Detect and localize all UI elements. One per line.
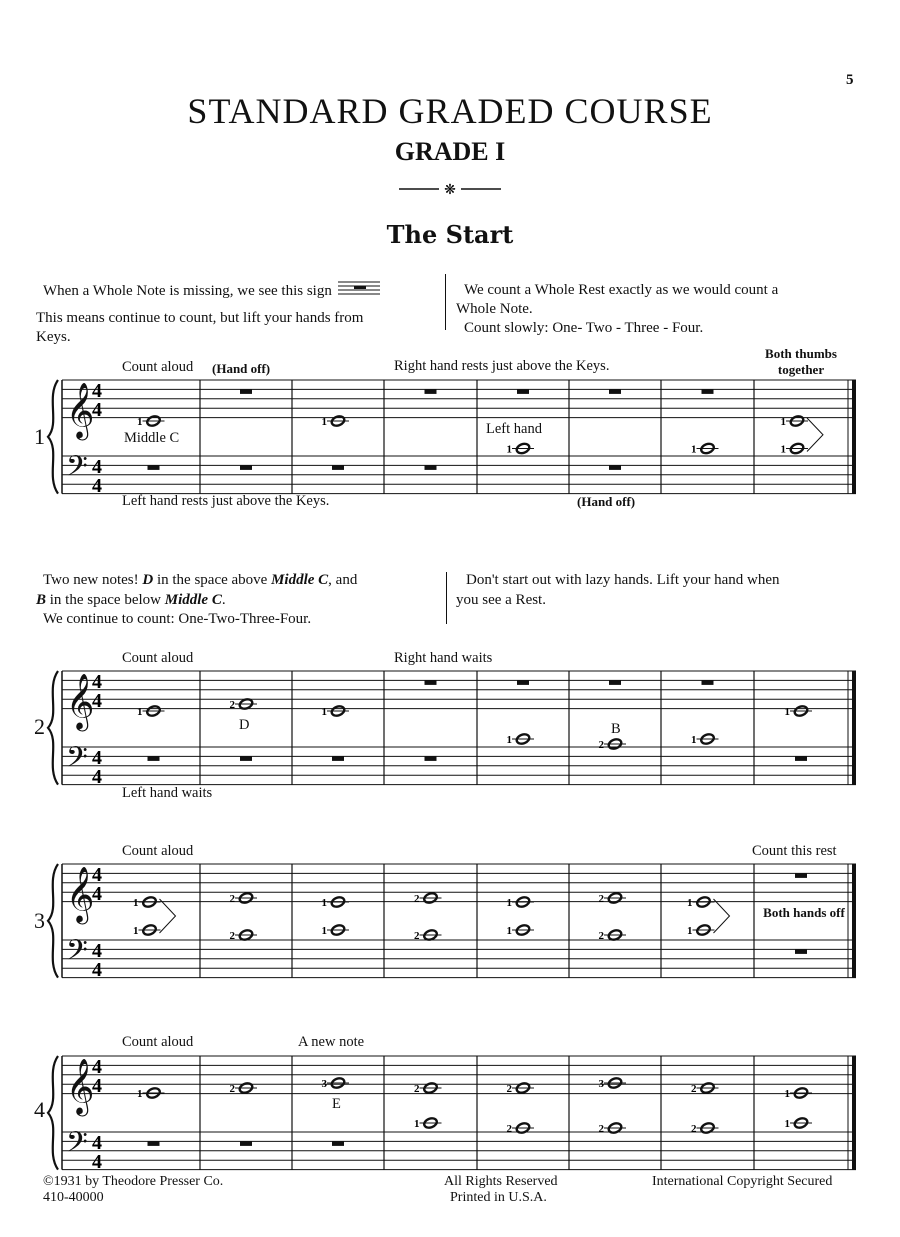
whole-rest-icon (332, 1141, 344, 1146)
time-signature-bottom-treble: 4 (92, 399, 102, 421)
finger-number: 1 (137, 1088, 143, 1100)
s1-count-aloud: Count aloud (122, 359, 194, 375)
system-number-2: 2 (34, 714, 45, 739)
finger-number: 2 (598, 739, 604, 751)
finger-number: 2 (414, 893, 420, 905)
time-signature-bottom-treble: 4 (92, 1075, 102, 1097)
asterisk-ornament-icon: ❋ (444, 183, 456, 198)
time-signature-top-bass: 4 (92, 1132, 102, 1154)
brace-icon (48, 1056, 58, 1170)
time-signature-bottom-bass: 4 (92, 959, 102, 981)
finger-number: 3 (321, 1078, 327, 1090)
finger-number: 2 (598, 1123, 604, 1135)
intro2-right-line2: you see a Rest. (456, 592, 546, 608)
finger-number: 1 (780, 416, 786, 428)
s1-left-hand: Left hand (486, 421, 542, 437)
system-number-4: 4 (34, 1097, 45, 1122)
intro-left-line3: Keys. (36, 329, 71, 345)
intro-right-line3: Count slowly: One- Two - Three - Four. (464, 320, 704, 336)
finger-number: 1 (506, 443, 512, 456)
finger-number: 2 (691, 1123, 697, 1135)
intro2-note-b: B (36, 592, 47, 608)
bass-clef-icon: 𝄢 (66, 1128, 88, 1165)
finger-number: 2 (229, 699, 235, 711)
s1-middle-c: Middle C (124, 430, 180, 446)
finger-number: 1 (321, 925, 327, 937)
finger-number: 2 (229, 1083, 235, 1095)
s1-lh-rests: Left hand rests just above the Keys. (122, 493, 330, 509)
intro2-text-e: . (221, 592, 226, 608)
bass-clef-icon: 𝄢 (66, 743, 88, 780)
intro2-text-c: , and (328, 572, 358, 588)
time-signature-top-treble: 4 (92, 671, 102, 693)
whole-rest-icon (240, 1141, 252, 1146)
s3-both-hands-off: Both hands off (763, 905, 845, 920)
finger-number: 1 (784, 1118, 790, 1130)
intro2-middle-c1: Middle C (271, 572, 329, 588)
s2-rh-waits: Right hand waits (394, 650, 493, 666)
finger-number: 1 (506, 897, 512, 909)
finger-number: 1 (780, 443, 786, 456)
s1-hand-off-top: (Hand off) (212, 361, 271, 376)
finger-number: 1 (321, 706, 327, 718)
finger-number: 1 (321, 897, 327, 909)
intro2-left-line3: We continue to count: One-Two-Three-Four. (43, 611, 312, 627)
finger-number: 1 (687, 897, 693, 909)
intro-right-line1: We count a Whole Rest exactly as we would count a (464, 282, 779, 298)
intro2-text-b: in the space above (153, 572, 272, 588)
finger-number: 1 (133, 897, 139, 909)
treble-clef-icon: 𝄞 (66, 675, 95, 729)
finger-number: 1 (137, 416, 143, 428)
finger-number: 2 (506, 1123, 512, 1135)
page-title: STANDARD GRADED COURSE (187, 91, 713, 131)
finger-number: 1 (506, 925, 512, 937)
time-signature-bottom-bass: 4 (92, 475, 102, 497)
footer-printed: Printed in U.S.A. (450, 1190, 547, 1205)
time-signature-top-bass: 4 (92, 940, 102, 962)
time-signature-top-treble: 4 (92, 380, 102, 402)
intro2-text-a: Two new notes! (43, 572, 143, 588)
s1-hand-off-bottom: (Hand off) (577, 494, 636, 509)
footer-intl: International Copyright Secured (652, 1174, 833, 1189)
finger-number: 2 (598, 930, 604, 942)
section-heading: The Start (386, 220, 514, 249)
s2-note-b: B (611, 721, 621, 737)
finger-number: 1 (784, 1088, 790, 1100)
finger-number: 3 (598, 1078, 604, 1090)
page-number: 5 (846, 72, 854, 88)
system-number-1: 1 (34, 424, 45, 449)
finger-number: 1 (687, 925, 693, 937)
finger-number: 1 (784, 706, 790, 718)
s2-note-d: D (239, 717, 250, 733)
finger-number: 2 (506, 1083, 512, 1095)
finger-number: 1 (137, 706, 143, 718)
time-signature-top-bass: 4 (92, 747, 102, 769)
s1-both-thumbs: Both thumbs together (765, 346, 837, 377)
time-signature-bottom-bass: 4 (92, 766, 102, 788)
system-number-3: 3 (34, 908, 45, 933)
finger-number: 2 (229, 930, 235, 942)
time-signature-bottom-bass: 4 (92, 1151, 102, 1173)
finger-number: 1 (506, 734, 512, 746)
finger-number: 2 (414, 1083, 420, 1095)
s4-count-aloud: Count aloud (122, 1034, 194, 1050)
s3-count-rest: Count this rest (752, 843, 837, 859)
s4-note-e: E (332, 1096, 341, 1112)
intro2-middle-c2: Middle C (164, 592, 222, 608)
footer-rights: All Rights Reserved (444, 1174, 558, 1189)
final-barline (852, 1056, 856, 1170)
time-signature-bottom-treble: 4 (92, 883, 102, 905)
finger-number: 1 (414, 1118, 420, 1130)
finger-number: 2 (414, 930, 420, 942)
bass-clef-icon: 𝄢 (66, 936, 88, 973)
finger-number: 2 (229, 893, 235, 905)
s1-rh-rests: Right hand rests just above the Keys. (394, 358, 610, 374)
treble-clef-icon: 𝄞 (66, 868, 95, 922)
s2-lh-waits: Left hand waits (122, 785, 213, 801)
intro-left-text1: When a Whole Note is missing, we see this sign (43, 283, 332, 299)
intro2-text-d: in the space below (46, 592, 165, 608)
intro-left-line2: This means continue to count, but lift your hands from (36, 310, 364, 326)
s2-count-aloud: Count aloud (122, 650, 194, 666)
treble-clef-icon: 𝄞 (66, 1060, 95, 1114)
footer-copyright: ©1931 by Theodore Presser Co. (43, 1174, 224, 1189)
intro2-note-d: D (142, 572, 154, 588)
treble-clef-icon: 𝄞 (66, 384, 95, 438)
finger-number: 2 (598, 893, 604, 905)
s3-count-aloud: Count aloud (122, 843, 194, 859)
intro2-right-line1: Don't start out with lazy hands. Lift your hand when (466, 572, 780, 588)
time-signature-top-bass: 4 (92, 456, 102, 478)
footer-catalog: 410-40000 (43, 1190, 104, 1205)
finger-number: 1 (691, 734, 697, 746)
finger-number: 1 (133, 925, 139, 937)
intro-right-line2: Whole Note. (456, 301, 533, 317)
time-signature-top-treble: 4 (92, 1056, 102, 1078)
bass-clef-icon: 𝄢 (66, 452, 88, 489)
time-signature-top-treble: 4 (92, 864, 102, 886)
finger-number: 2 (691, 1083, 697, 1095)
finger-number: 1 (691, 443, 697, 456)
whole-rest-icon (148, 1141, 160, 1146)
s4-new-note: A new note (298, 1034, 365, 1050)
time-signature-bottom-treble: 4 (92, 690, 102, 712)
grade-heading: GRADE I (394, 137, 506, 166)
finger-number: 1 (321, 416, 327, 428)
